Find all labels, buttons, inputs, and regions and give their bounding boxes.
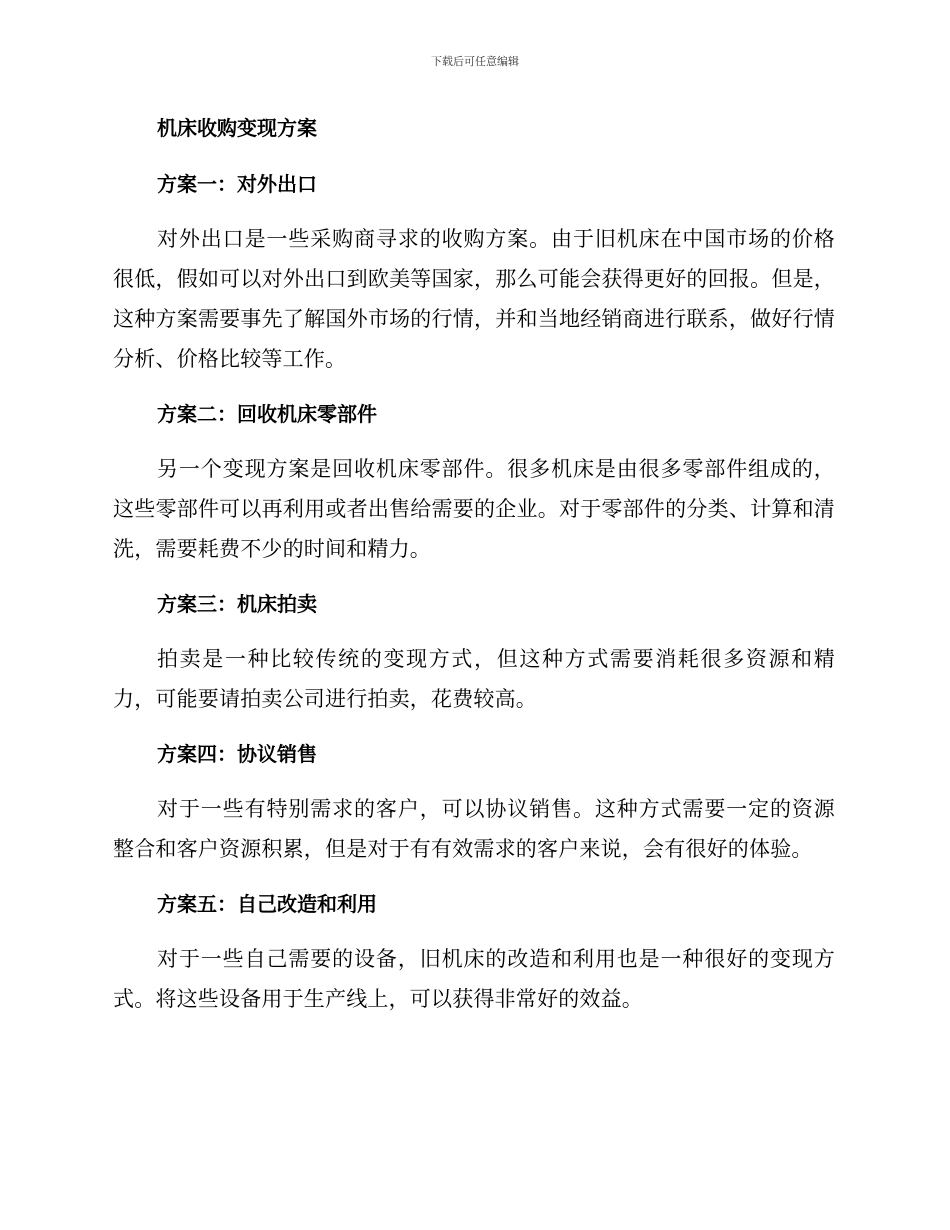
section-paragraph-5: 对于一些自己需要的设备，旧机床的改造和利用也是一种很好的变现方式。将这些设备用于生产线上，可以获得非常好的效益。: [113, 947, 835, 1011]
section-paragraph-1: 对外出口是一些采购商寻求的收购方案。由于旧机床在中国市场的价格很低，假如可以对外出口到欧美等国家，那么可能会获得更好的回报。但是，这种方案需要事先了解国外市场的行情，并和当地经销商进行联系，做好行情分析、价格比较等工作。: [113, 227, 835, 371]
page-header: 下载后可任意编辑: [431, 55, 519, 68]
document-body: [113, 108, 835, 1034]
section-heading-4: 方案四：协议销售: [157, 742, 317, 766]
document-title: 机床收购变现方案: [157, 116, 317, 140]
section-paragraph-4: 对于一些有特别需求的客户，可以协议销售。这种方式需要一定的资源整合和客户资源积累，但是对于有有效需求的客户来说，会有很好的体验。: [113, 797, 835, 861]
section-heading-2: 方案二：回收机床零部件: [157, 402, 377, 426]
section-paragraph-3: 拍卖是一种比较传统的变现方式，但这种方式需要消耗很多资源和精力，可能要请拍卖公司进行拍卖，花费较高。: [113, 647, 835, 711]
section-paragraph-2: 另一个变现方案是回收机床零部件。很多机床是由很多零部件组成的，这些零部件可以再利用或者出售给需要的企业。对于零部件的分类、计算和清洗，需要耗费不少的时间和精力。: [113, 457, 835, 561]
section-heading-1: 方案一：对外出口: [157, 172, 317, 196]
section-heading-3: 方案三：机床拍卖: [157, 592, 317, 616]
section-heading-5: 方案五：自己改造和利用: [157, 892, 377, 916]
